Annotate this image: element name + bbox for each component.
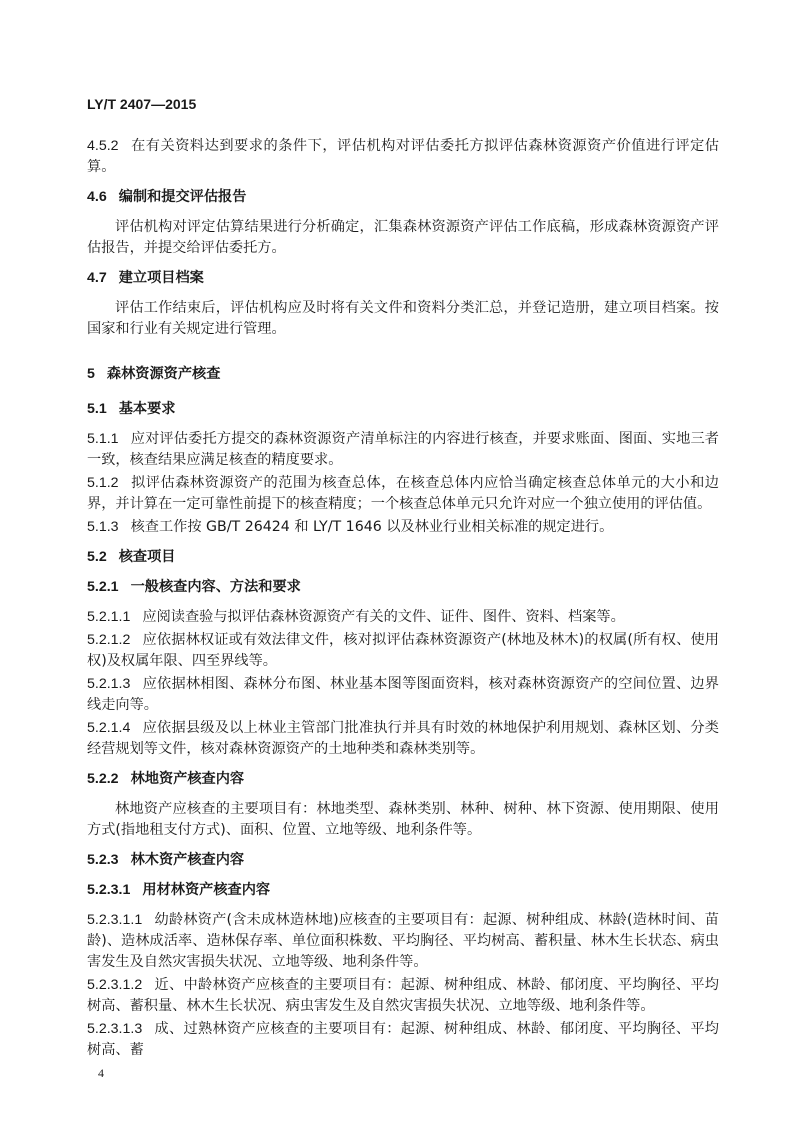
clause-text: 一般核查内容、方法和要求: [130, 579, 301, 595]
clause-text: 核查工作按 GB/T 26424 和 LY/T 1646 以及林业行业相关标准的规定进行。: [130, 519, 614, 535]
section-heading: [87, 268, 719, 289]
clause-text: 评估机构对评定估算结果进行分析确定，汇集森林资源资产评估工作底稿，形成森林资源资产评估报告，并提交给评估委托方。: [87, 219, 719, 256]
clause-number: 5: [87, 366, 95, 382]
clause: [87, 910, 719, 973]
clause-number: 5.2.1.4: [87, 720, 131, 736]
clause-text: 幼龄林资产(含未成林造林地)应核查的主要项目有：起源、树种组成、林龄(造林时间、苗龄)、造林成活率、造林保存率、单位面积株数、平均胸径、平均树高、蓄积量、林木生长状态、病虫害发生及自然灾害损失状况、立地等级、地利条件等。: [87, 912, 719, 970]
clause-number: 5.2.3: [87, 852, 119, 868]
clause-text: 林木资产核查内容: [130, 852, 245, 868]
section-heading: [87, 577, 719, 598]
clause-number: 4.5.2: [87, 138, 119, 154]
clause-number: 4.6: [87, 189, 107, 205]
clause-number: 5.2.1.2: [87, 632, 131, 648]
clause: [87, 607, 719, 628]
section-heading: [87, 547, 719, 568]
section-heading: [87, 187, 719, 208]
section-heading: [87, 880, 719, 901]
clause: [87, 517, 719, 538]
clause-text: 应依据林相图、森林分布图、林业基本图等图面资料，核对森林资源资产的空间位置、边界线走向等。: [87, 676, 719, 713]
section-heading: [87, 364, 719, 385]
paragraph: [87, 799, 719, 841]
clause: [87, 718, 719, 760]
clause-text: 评估工作结束后，评估机构应及时将有关文件和资料分类汇总，并登记造册，建立项目档案。按国家和行业有关规定进行管理。: [87, 300, 719, 337]
clause-number: 5.1.1: [87, 431, 119, 447]
clause-number: 4.7: [87, 270, 107, 286]
clause-text: 森林资源资产核查: [106, 366, 221, 382]
running-header: LY/T 2407—2015: [87, 96, 197, 112]
clause-text: 近、中龄林资产应核查的主要项目有：起源、树种组成、林龄、郁闭度、平均胸径、平均树高、蓄积量、林木生长状况、病虫害发生及自然灾害损失状况、立地等级、地利条件等。: [87, 977, 719, 1014]
document-body: [87, 136, 719, 1061]
clause-text: 编制和提交评估报告: [118, 189, 247, 205]
section-heading: [87, 399, 719, 420]
clause-text: 拟评估森林资源资产的范围为核查总体，在核查总体内应恰当确定核查总体单元的大小和边界，并计算在一定可靠性前提下的核查精度；一个核查总体单元只允许对应一个独立使用的评估值。: [87, 475, 719, 512]
clause-number: 5.2.3.1.1: [87, 912, 143, 928]
clause: [87, 975, 719, 1017]
clause-number: 5.2.1: [87, 579, 119, 595]
section-heading: [87, 769, 719, 790]
clause-text: 在有关资料达到要求的条件下，评估机构对评估委托方拟评估森林资源资产价值进行评定估算。: [87, 138, 719, 175]
page-number: 4: [98, 1066, 104, 1080]
clause-text: 应依据县级及以上林业主管部门批准执行并具有时效的林地保护利用规划、森林区划、分类经营规划等文件，核对森林资源资产的土地种类和森林类别等。: [87, 720, 719, 757]
clause-text: 林地资产核查内容: [130, 771, 245, 787]
clause-text: 成、过熟林资产应核查的主要项目有：起源、树种组成、林龄、郁闭度、平均胸径、平均树高、蓄: [87, 1021, 719, 1058]
clause-text: 用材林资产核查内容: [142, 882, 271, 898]
paragraph: [87, 217, 719, 259]
clause: [87, 630, 719, 672]
clause-number: 5.2.1.1: [87, 609, 131, 625]
paragraph: [87, 298, 719, 340]
clause-number: 5.2.3.1.2: [87, 977, 143, 993]
clause-number: 5.2: [87, 549, 107, 565]
section-heading: [87, 850, 719, 871]
clause-number: 5.2.2: [87, 771, 119, 787]
clause-number: 5.1.3: [87, 519, 119, 535]
clause-text: 应对评估委托方提交的森林资源资产清单标注的内容进行核查，并要求账面、图面、实地三者一致，核查结果应满足核查的精度要求。: [87, 431, 719, 468]
clause-text: 核查项目: [118, 549, 176, 565]
clause-text: 林地资产应核查的主要项目有：林地类型、森林类别、林种、树种、林下资源、使用期限、使用方式(指地租支付方式)、面积、位置、立地等级、地利条件等。: [87, 801, 719, 838]
clause-number: 5.2.1.3: [87, 676, 131, 692]
clause: [87, 674, 719, 716]
clause: [87, 1019, 719, 1061]
clause-number: 5.2.3.1.3: [87, 1021, 143, 1037]
clause: [87, 429, 719, 471]
clause-number: 5.2.3.1: [87, 882, 131, 898]
clause-text: 应阅读查验与拟评估森林资源资产有关的文件、证件、图件、资料、档案等。: [142, 609, 625, 625]
clause-text: 应依据林权证或有效法律文件，核对拟评估森林资源资产(林地及林木)的权属(所有权、使用权)及权属年限、四至界线等。: [87, 632, 719, 669]
clause: [87, 473, 719, 515]
clause-text: 建立项目档案: [118, 270, 204, 286]
clause-number: 5.1: [87, 401, 107, 417]
clause-text: 基本要求: [118, 401, 176, 417]
clause: [87, 136, 719, 178]
clause-number: 5.1.2: [87, 475, 119, 491]
